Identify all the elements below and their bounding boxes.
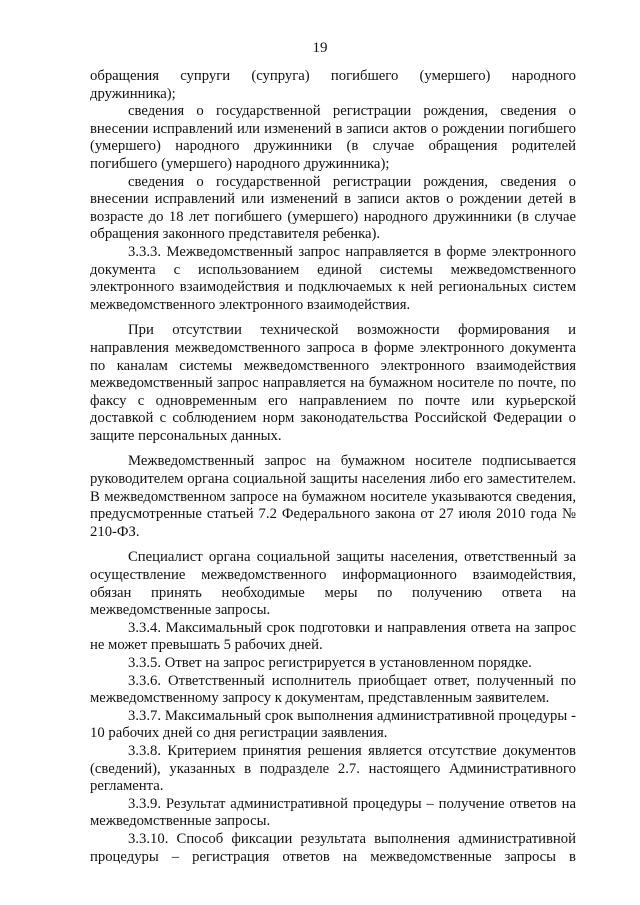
paragraph: 3.3.4. Максимальный срок подготовки и направления ответа на запрос не может превышать 5 рабочих дней. <box>90 619 576 654</box>
paragraph: 3.3.10. Способ фиксации результата выполнения административной процедуры – регистрация ответов на межведомственные запросы в <box>90 830 576 865</box>
paragraph: 3.3.9. Результат административной процедуры – получение ответов на межведомственные запросы. <box>90 795 576 830</box>
paragraph: 3.3.3. Межведомственный запрос направляется в форме электронного документа с использованием единой системы межведомственного электронного взаимодействия и подключаемых к ней региональных систем межведомственного электронного взаимодействия. <box>90 243 576 313</box>
paragraph: 3.3.6. Ответственный исполнитель приобщает ответ, полученный по межведомственному запросу к документам, представленным заявителем. <box>90 672 576 707</box>
paragraph: сведения о государственной регистрации рождения, сведения о внесении исправлений или изменений в записи актов о рождении погибшего (умершего) народного дружинники (в случае обращения родителей погибшего (умершего) народного дружинника); <box>90 103 576 172</box>
paragraph: 3.3.8. Критерием принятия решения является отсутствие документов (сведений), указанных в подразделе 2.7. настоящего Административного регламента. <box>90 742 576 795</box>
document-body <box>90 68 576 866</box>
paragraph: Межведомственный запрос на бумажном носителе подписывается руководителем органа социальной защиты населения либо его заместителем. В межведомственном запросе на бумажном носителе указываются сведения, предусмотренные статьей 7.2 Федерального закона от 27 июля 2010 года № 210-ФЗ. <box>90 453 576 540</box>
page-number: 19 <box>312 40 328 56</box>
paragraph: При отсутствии технической возможности формирования и направления межведомственного запроса в форме электронного документа по каналам системы межведомственного электронного взаимодействия межведомственный запрос направляется на бумажном носителе по почте, по факсу с одновременным его направлением по почте или курьерской доставкой с соблюдением норм законодательства Российской Федерации о защите персональных данных. <box>90 322 576 444</box>
paragraph: 3.3.5. Ответ на запрос регистрируется в установленном порядке. <box>128 655 532 671</box>
paragraph: сведения о государственной регистрации рождения, сведения о внесении исправлений или изменений в записи актов о рождении детей в возрасте до 18 лет погибшего (умершего) народного дружинники (в случае обращения законного представителя ребенка). <box>90 173 576 243</box>
paragraph: Специалист органа социальной защиты населения, ответственный за осуществление межведомственного информационного взаимодействия, обязан принять необходимые меры по получению ответа на межведомственные запросы. <box>90 549 576 619</box>
paragraph: 3.3.7. Максимальный срок выполнения административной процедуры - 10 рабочих дней со дня регистрации заявления. <box>90 707 576 742</box>
paragraph: обращения супруги (супруга) погибшего (умершего) народного дружинника); <box>90 68 576 102</box>
